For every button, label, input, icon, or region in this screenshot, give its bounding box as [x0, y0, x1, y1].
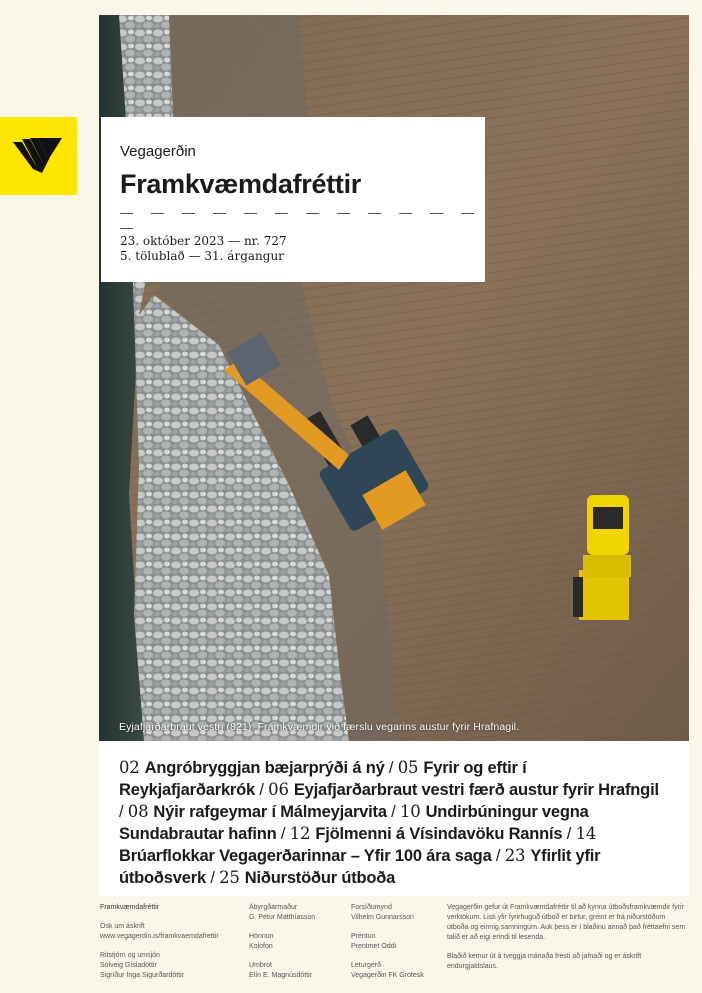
- print-label: Prentun: [351, 933, 376, 940]
- toc-page-number: 05: [397, 758, 424, 777]
- about-text: Vegagerðin gefur út Framkvæmdafréttir til að kynna útboðsframkvæmdir fyrir verktökum. Listi yfir fyrirhuguð útboð er birtur, greint er frá niðurstöðum útboða og einnig samningum. Auk þess er í blaðinu annað það fréttaefni sem talið er að eigi erindi til lesenda.: [447, 904, 686, 941]
- photo-caption: Eyjafjarðarbraut vestri (821). Framkvæmdir við færslu vegarins austur fyrir Hrafnagil.: [119, 721, 520, 733]
- responsible-name: G. Pétur Matthíasson: [249, 914, 316, 921]
- issue-volume: 5. tölublað — 31. árgangur: [120, 249, 284, 263]
- toc-page-number: 14: [575, 824, 597, 843]
- toc-separator: /: [276, 825, 290, 843]
- toc-entry[interactable]: [268, 781, 659, 799]
- vegagerdin-logo: [0, 117, 77, 195]
- masthead: [101, 117, 485, 282]
- layout-name: Elín E. Magnúsdóttir: [249, 972, 313, 979]
- toc-page-number: 23: [504, 846, 531, 865]
- toc-title: Nýir rafgeymar í Málmeyjarvita: [153, 803, 387, 821]
- toc-page-number: 25: [219, 868, 245, 887]
- toc-entry[interactable]: [290, 825, 563, 843]
- issue-info: [120, 234, 287, 264]
- toc-separator: /: [255, 781, 269, 799]
- toc-title: Fjölmenni á Vísindavöku Rannís: [315, 825, 563, 843]
- print-name: Prentmet Oddi: [351, 943, 397, 950]
- frequency-text: Blaðið kemur út á tveggja mánaða fresti að jafnaði og er áskrift endurgjaldslaus.: [447, 953, 642, 970]
- toc-title: Fyrir og eftir í Reykjafjarðarkrók: [119, 759, 527, 799]
- issue-date-number: 23. október 2023 — nr. 727: [120, 234, 287, 248]
- table-of-contents: [99, 741, 689, 896]
- design-name: Kolofon: [249, 943, 273, 950]
- toc-title: Yfirlit yfir útboðsverk: [119, 847, 601, 887]
- dash-divider: — — — — — — — — — — — — —: [120, 205, 482, 235]
- footer-column-2: [249, 903, 344, 981]
- toc-entry[interactable]: [128, 803, 387, 821]
- footer-heading: Framkvæmdafréttir: [100, 904, 160, 911]
- toc-title: Undirbúningur vegna Sundabrautar hafinn: [119, 803, 589, 843]
- toc-title: Angróbryggjan bæjarprýði á ný: [144, 759, 385, 777]
- toc-separator: /: [119, 803, 128, 821]
- toc-separator: /: [384, 759, 398, 777]
- toc-page-number: 10: [399, 802, 426, 821]
- toc-page-number: 08: [127, 802, 154, 821]
- subscribe-label: Ósk um áskrift: [100, 923, 145, 930]
- toc-title: Niðurstöður útboða: [244, 869, 396, 887]
- toc-page-number: 06: [268, 780, 294, 799]
- editors-label: Ritstjórn og umsjón: [100, 952, 160, 959]
- font-name: Vegagerðin FK Grotesk: [351, 972, 424, 979]
- toc-entry[interactable]: [219, 869, 395, 887]
- responsible-label: Ábyrgðarmaður: [249, 904, 298, 911]
- toc-separator: /: [205, 869, 220, 887]
- cover-photo-name: Vilhelm Gunnarsson: [351, 914, 414, 921]
- toc-page-number: 02: [119, 758, 145, 777]
- toc-entry[interactable]: [119, 759, 385, 777]
- publisher-name: Vegagerðin: [120, 143, 196, 160]
- toc-page-number: 12: [289, 824, 316, 843]
- subscribe-link[interactable]: www.vegagerdin.is/framkvaemdafrettir: [100, 933, 219, 940]
- cover-photo-label: Forsíðumynd: [351, 904, 392, 911]
- editor-name: Sólveig Gísladóttir: [100, 962, 157, 969]
- toc-separator: /: [491, 847, 505, 865]
- toc-separator: /: [562, 825, 576, 843]
- footer-column-4: [447, 903, 687, 972]
- toc-title: Eyjafjarðarbraut vestri færð austur fyrir Hrafngil: [293, 781, 659, 799]
- toc-separator: /: [386, 803, 400, 821]
- layout-label: Umbrot: [249, 962, 272, 969]
- toc-list: [119, 757, 659, 889]
- design-label: Hönnun: [249, 933, 274, 940]
- font-label: Leturgerð: [351, 962, 381, 969]
- logo-stripes-icon: [0, 117, 77, 195]
- footer-column-1: [100, 903, 245, 981]
- toc-title: Brúarflokkar Vegagerðarinnar – Yfir 100 ára saga: [119, 847, 492, 865]
- footer-column-3: [351, 903, 441, 981]
- publication-title: Framkvæmdafréttir: [120, 169, 361, 199]
- editor-name: Sigríður Inga Sigurðardóttir: [100, 972, 185, 979]
